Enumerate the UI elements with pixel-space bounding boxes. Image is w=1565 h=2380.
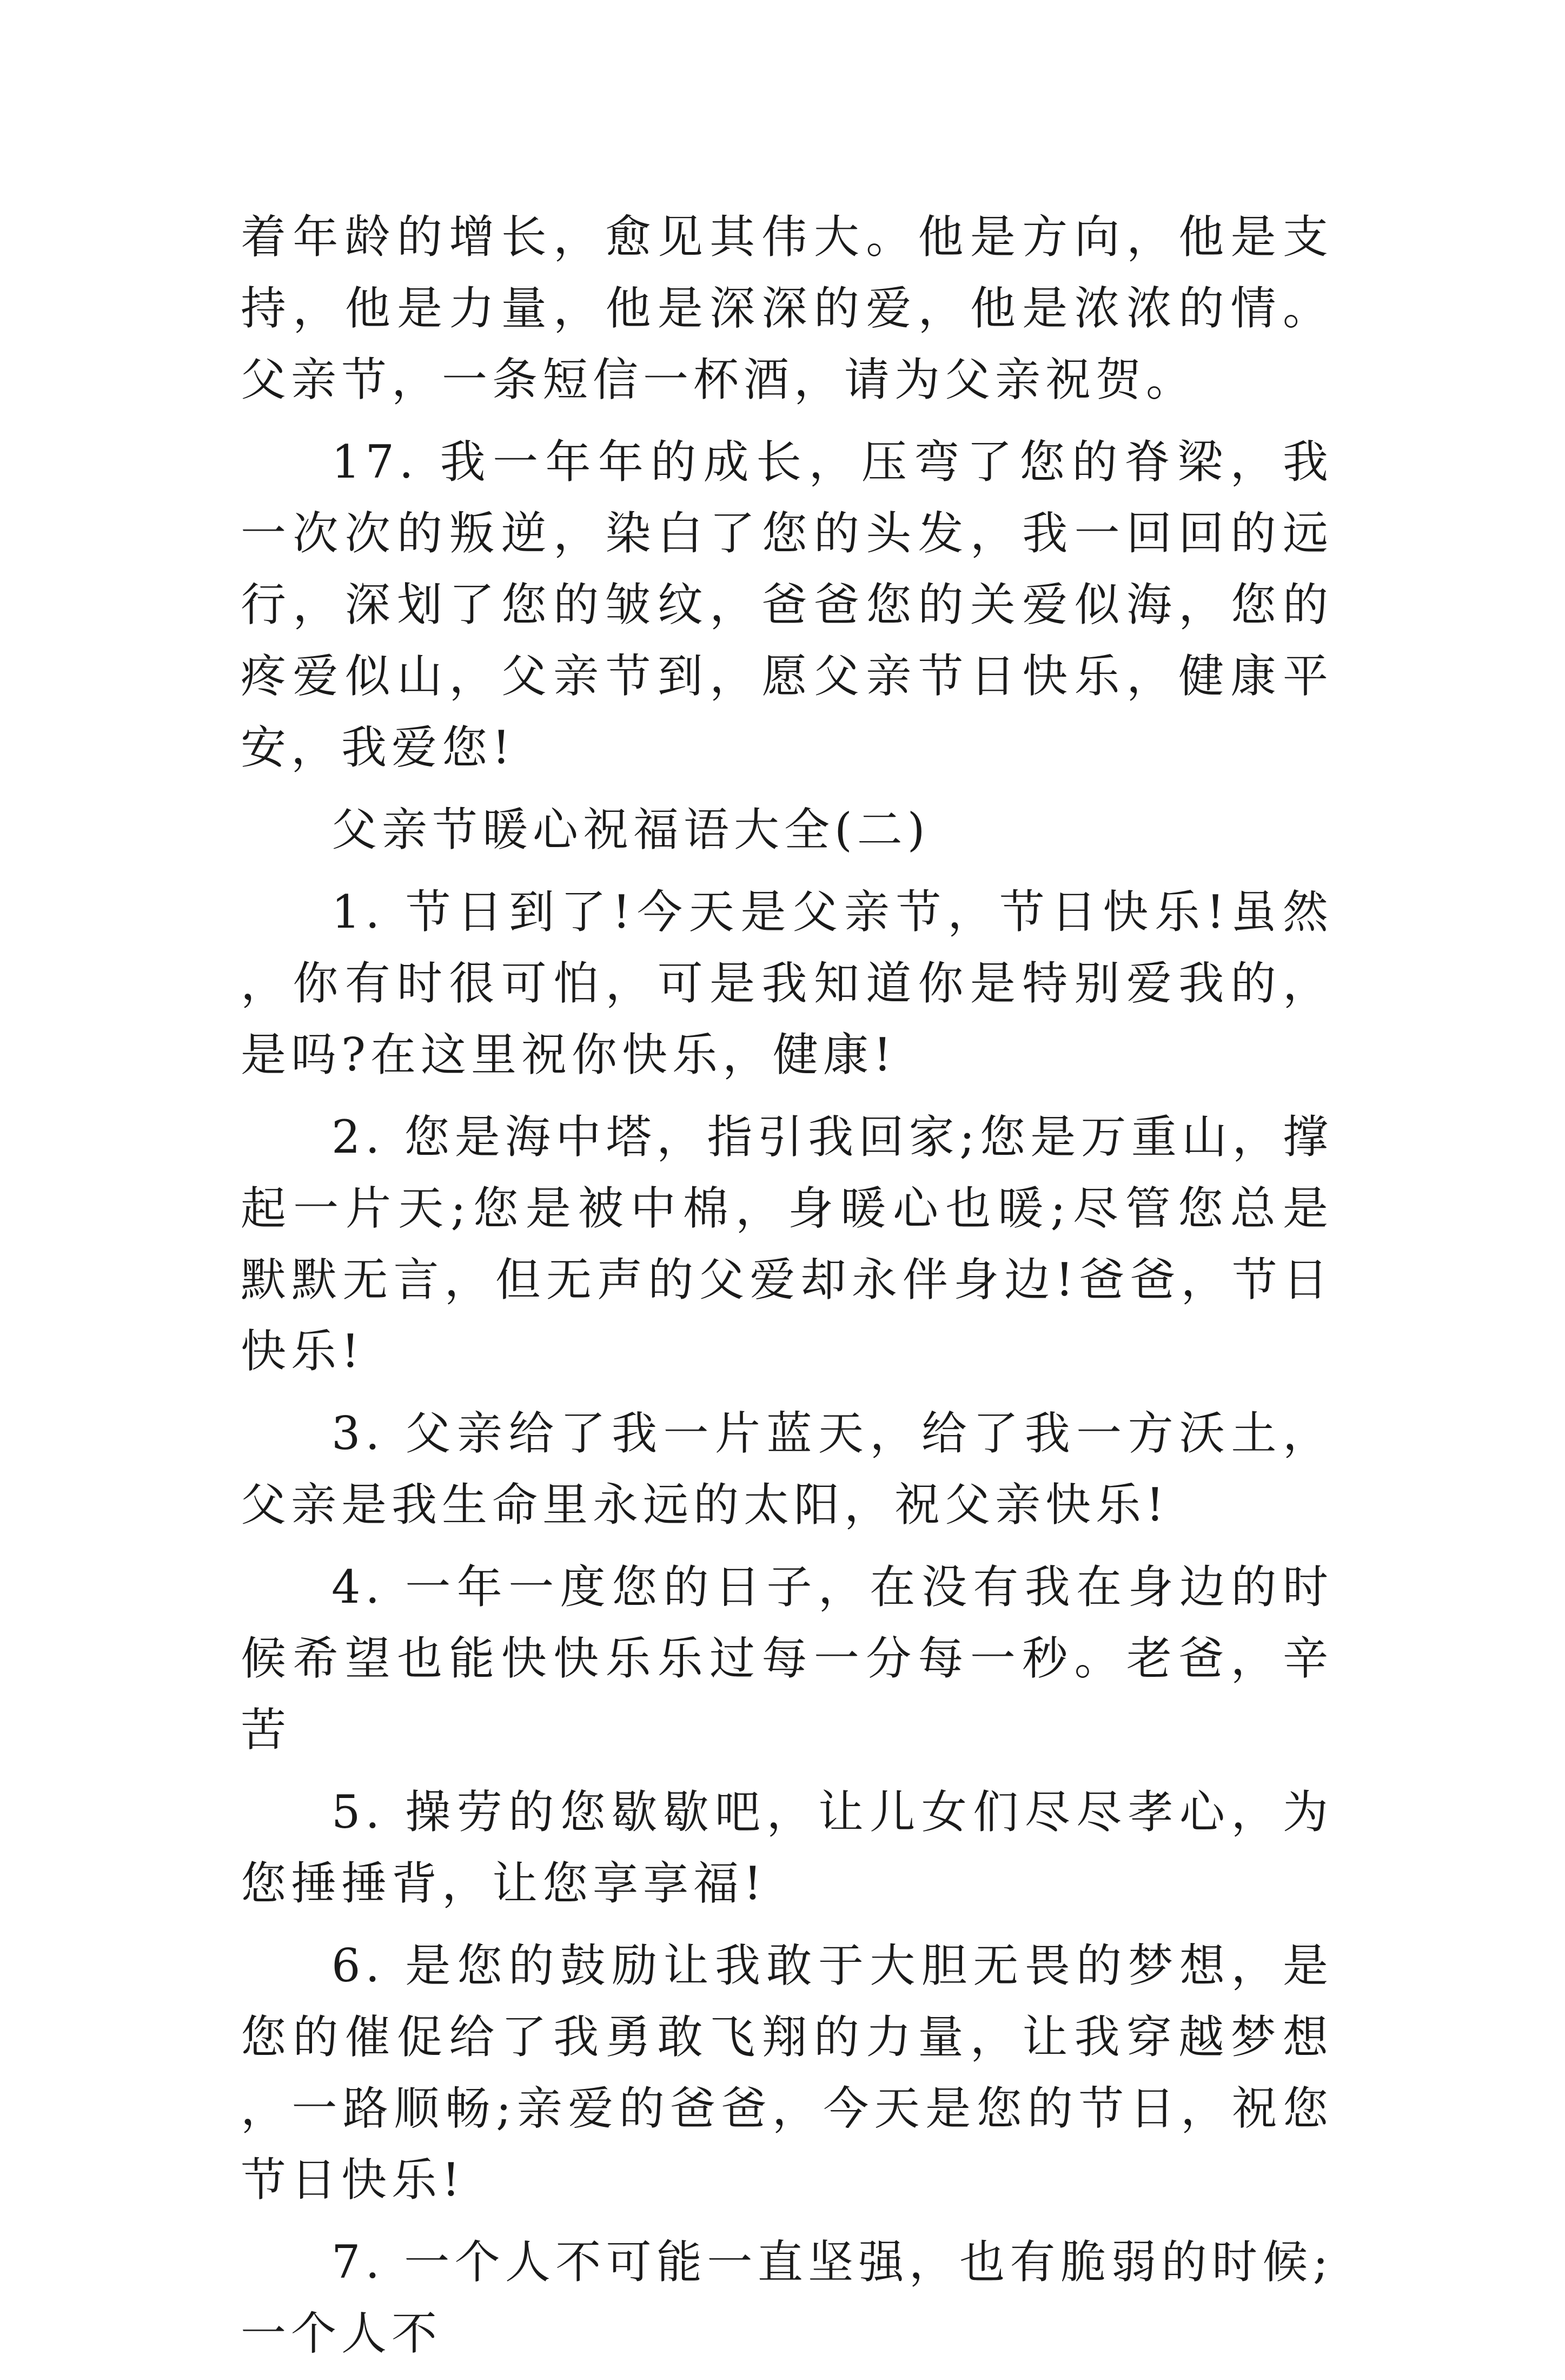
paragraph-item-6: 6. 是您的鼓励让我敢于大胆无畏的梦想，是您的催促给了我勇敢飞翔的力量，让我穿越梦想，一路顺畅;亲爱的爸爸，今天是您的节日，祝您节日快乐! [241, 1939, 1333, 2206]
section-heading: 父亲节暖心祝福语大全(二) [331, 803, 930, 856]
paragraph-item-4: 4. 一年一度您的日子，在没有我在身边的时候希望也能快快乐乐过每一分每一秒。老爸，辛苦 [241, 1561, 1333, 1756]
paragraph-item-5: 5. 操劳的您歇歇吧，让儿女们尽尽孝心，为您捶捶背，让您享享福! [241, 1786, 1333, 1910]
paragraph-item-2: 2. 您是海中塔，指引我回家;您是万重山，撑起一片天;您是被中棉，身暖心也暖;尽管您总是默默无言，但无声的父爱却永伴身边!爸爸，节日快乐! [241, 1110, 1333, 1378]
paragraph-item-17: 17. 我一年年的成长，压弯了您的脊梁，我一次次的叛逆，染白了您的头发，我一回回的远行，深划了您的皱纹，爸爸您的关爱似海，您的疼爱似山，父亲节到，愿父亲节日快乐，健康平安，我爱您! [241, 435, 1333, 774]
paragraph-item-7: 7. 一个人不可能一直坚强，也有脆弱的时候;一个人不 [241, 2236, 1333, 2360]
paragraph-item-3: 3. 父亲给了我一片蓝天，给了我一方沃土，父亲是我生命里永远的太阳，祝父亲快乐! [241, 1407, 1333, 1531]
document-body [241, 201, 1333, 2380]
paragraph-item-1: 1. 节日到了!今天是父亲节，节日快乐!虽然，你有时很可怕，可是我知道你是特别爱我的，是吗?在这里祝你快乐，健康! [241, 885, 1333, 1081]
paragraph-continuation: 着年龄的增长，愈见其伟大。他是方向，他是支持，他是力量，他是深深的爱，他是浓浓的情。父亲节，一条短信一杯酒，请为父亲祝贺。 [241, 210, 1333, 406]
